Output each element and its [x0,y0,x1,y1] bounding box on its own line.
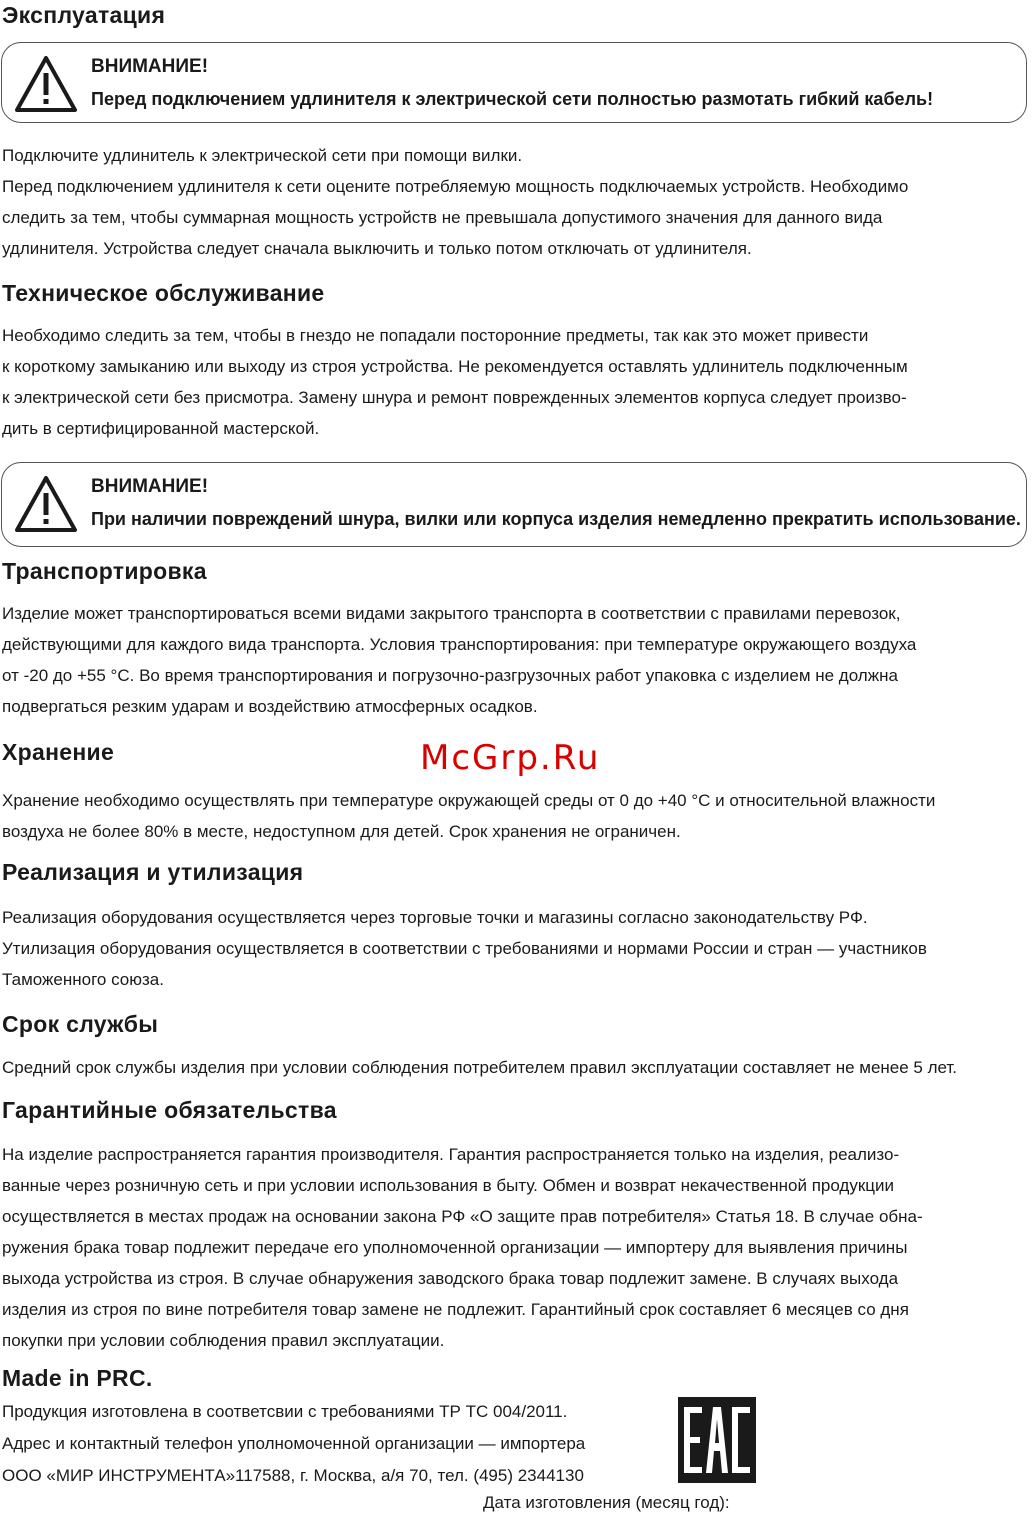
warning-icon [14,55,78,113]
warning-icon [14,475,78,533]
made-in: Made in PRC. [2,1365,153,1391]
paragraph-transport [2,598,1030,722]
text-line: к электрической сети без присмотра. Замену шнура и ремонт поврежденных элементов корпуса следует произво- [2,388,907,407]
paragraph-service-life [2,1052,1030,1083]
text-line: изделия из строя по вине потребителя товар замене не подлежит. Гарантийный срок составляет 6 месяцев со дня [2,1300,909,1319]
text-line: удлинителя. Устройства следует сначала выключить и только потом отключать от удлинителя. [2,239,752,258]
text-line: действующими для каждого вида транспорта. Условия транспортирования: при температуре окружающего воздуха [2,635,917,654]
text-line: ружения брака товар подлежит передаче его уполномоченной организации — импортеру для выявления причины [2,1238,908,1257]
watermark: McGrp.Ru [420,738,601,778]
text-line: Реализация оборудования осуществляется через торговые точки и магазины согласно законодательству РФ. [2,908,868,927]
text-line: ванные через розничную сеть и при условии использования в быту. Обмен и возврат некачественной продукции [2,1176,895,1195]
text-line: Перед подключением удлинителя к сети оцените потребляемую мощность подключаемых устройств. Необходимо [2,177,909,196]
paragraph-warranty [2,1139,1030,1356]
text-line: покупки при условии соблюдения правил эксплуатации. [2,1331,445,1350]
warning-box-cable [1,42,1027,123]
text-line: выхода устройства из строя. В случае обнаружения заводского брака товар подлежит замене. В случаях выхода [2,1269,899,1288]
section-title-storage: Хранение [2,739,115,765]
text-line: осуществляется в местах продаж на основании закона РФ «О защите прав потребителя» Статья 18. В случае обна- [2,1207,923,1226]
text-line: Средний срок службы изделия при условии соблюдения потребителем правил эксплуатации составляет не менее 5 лет. [2,1058,958,1077]
section-title-service-life: Срок службы [2,1011,159,1037]
section-title-disposal: Реализация и утилизация [2,859,304,885]
footer-line: ООО «МИР ИНСТРУМЕНТА»117588, г. Москва, а/я 70, тел. (495) 2344130 [2,1466,584,1485]
text-line: от -20 до +55 °С. Во время транспортирования и погрузочно-разгрузочных работ упаковка с изделием не должна [2,666,898,685]
warning-message: При наличии повреждений шнура, вилки или корпуса изделия немедленно прекратить использование. [91,509,1021,529]
section-title-maintenance: Техническое обслуживание [2,280,325,306]
eac-mark-icon [678,1397,756,1483]
warning-title: ВНИМАНИЕ! [91,476,209,497]
warning-message: Перед подключением удлинителя к электрической сети полностью размотать гибкий кабель! [91,89,934,109]
text-line: Утилизация оборудования осуществляется в соответствии с требованиями и нормами России и стран — участников [2,939,927,958]
text-line: дить в сертифицированной мастерской. [2,419,320,438]
text-line: воздуха не более 80% в месте, недоступном для детей. Срок хранения не ограничен. [2,822,681,841]
text-line: следить за тем, чтобы суммарная мощность устройств не превышала допустимого значения для данного вида [2,208,883,227]
text-line: к короткому замыканию или выходу из строя устройства. Не рекомендуется оставлять удлинитель подключенным [2,357,908,376]
section-title-operation: Эксплуатация [2,2,166,28]
paragraph-operation [2,140,1030,264]
paragraph-storage [2,785,1030,847]
manufacture-date-label: Дата изготовления (месяц год): [483,1493,730,1512]
warning-box-damage [1,462,1027,547]
footer-line: Продукция изготовлена в соответсвии с требованиями ТР ТС 004/2011. [2,1402,568,1421]
text-line: Хранение необходимо осуществлять при температуре окружающей среды от 0 до +40 °С и относительной влажности [2,791,936,810]
section-title-transport: Транспортировка [2,558,207,584]
paragraph-disposal [2,902,1030,995]
paragraph-maintenance [2,320,1030,444]
footer-line: Адрес и контактный телефон уполномоченной организации — импортера [2,1434,586,1453]
text-line: Таможенного союза. [2,970,164,989]
section-title-warranty: Гарантийные обязательства [2,1097,337,1123]
warning-title: ВНИМАНИЕ! [91,56,209,77]
text-line: Необходимо следить за тем, чтобы в гнездо не попадали посторонние предметы, так как это может привести [2,326,869,345]
text-line: На изделие распространяется гарантия производителя. Гарантия распространяется только на изделия, реализо- [2,1145,900,1164]
text-line: Подключите удлинитель к электрической сети при помощи вилки. [2,146,523,165]
text-line: подвергаться резким ударам и воздействию атмосферных осадков. [2,697,538,716]
text-line: Изделие может транспортироваться всеми видами закрытого транспорта в соответствии с правилами перевозок, [2,604,901,623]
